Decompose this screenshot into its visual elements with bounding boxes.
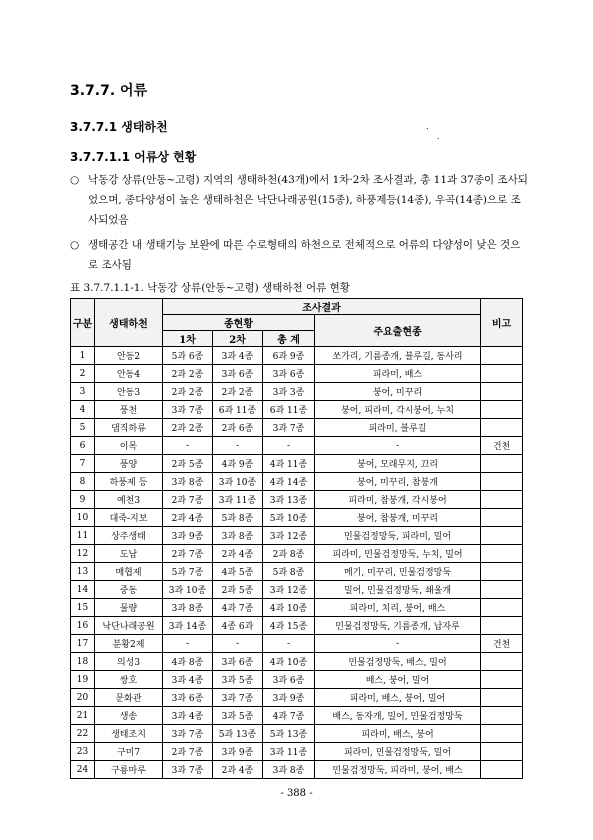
cell-dominant-species: 민물검정망둑, 기름종개, 납자루 <box>315 617 481 635</box>
cell-number: 7 <box>71 455 95 473</box>
bullet-text: 생태공간 내 생태기능 보완에 따른 수로형태의 하천으로 전체적으로 어류의 다양성이 낮은 것으로 조사됨 <box>88 239 521 271</box>
table-row <box>71 599 523 617</box>
cell-total: - <box>263 437 315 455</box>
cell-first-survey: 3과 10종 <box>163 581 213 599</box>
cell-number: 6 <box>71 437 95 455</box>
cell-first-survey: 3과 7종 <box>163 725 213 743</box>
cell-dominant-species: 피라미, 블루길 <box>315 419 481 437</box>
stray-dot-mark: . <box>426 122 429 131</box>
cell-first-survey: 3과 14종 <box>163 617 213 635</box>
header-survey-result: 조사결과 <box>163 299 481 315</box>
cell-second-survey: 3과 6종 <box>213 365 263 383</box>
cell-first-survey: 4과 8종 <box>163 653 213 671</box>
cell-first-survey: 3과 7종 <box>163 761 213 779</box>
header-gubun: 구분 <box>71 299 95 347</box>
cell-remarks <box>481 725 523 743</box>
cell-number: 4 <box>71 401 95 419</box>
cell-first-survey: - <box>163 437 213 455</box>
cell-second-survey: 5과 8종 <box>213 509 263 527</box>
cell-remarks <box>481 383 523 401</box>
cell-second-survey: 5과 13종 <box>213 725 263 743</box>
cell-dominant-species: 붕어, 피라미, 각시붕어, 누치 <box>315 401 481 419</box>
cell-dominant-species: 붕어, 미꾸리 <box>315 383 481 401</box>
table-row <box>71 725 523 743</box>
cell-second-survey: 2과 2종 <box>213 383 263 401</box>
cell-stream-name: 쌍호 <box>95 671 163 689</box>
cell-first-survey: 2과 4종 <box>163 509 213 527</box>
cell-dominant-species: - <box>315 437 481 455</box>
table-row <box>71 365 523 383</box>
cell-remarks <box>481 743 523 761</box>
cell-stream-name: 의성3 <box>95 653 163 671</box>
cell-first-survey: 2과 7종 <box>163 491 213 509</box>
table-row <box>71 635 523 653</box>
cell-remarks: 건천 <box>481 437 523 455</box>
cell-number: 12 <box>71 545 95 563</box>
cell-remarks <box>481 545 523 563</box>
stray-dot-mark: . <box>437 132 440 141</box>
cell-remarks <box>481 563 523 581</box>
table-row <box>71 653 523 671</box>
cell-first-survey: 2과 5종 <box>163 455 213 473</box>
table-row <box>71 491 523 509</box>
cell-total: 6과 11종 <box>263 401 315 419</box>
cell-stream-name: 낙단나래공원 <box>95 617 163 635</box>
cell-dominant-species: 민물검정망둑, 피라미, 밀어 <box>315 527 481 545</box>
cell-dominant-species: 피라미, 배스, 붕어, 밀어 <box>315 689 481 707</box>
cell-total: 4과 7종 <box>263 707 315 725</box>
cell-stream-name: 예천3 <box>95 491 163 509</box>
cell-second-survey: 3과 6종 <box>213 653 263 671</box>
cell-total: - <box>263 635 315 653</box>
cell-first-survey: 3과 4종 <box>163 671 213 689</box>
cell-number: 18 <box>71 653 95 671</box>
table-row <box>71 347 523 365</box>
cell-number: 8 <box>71 473 95 491</box>
cell-total: 4과 11종 <box>263 455 315 473</box>
cell-number: 11 <box>71 527 95 545</box>
cell-stream-name: 이목 <box>95 437 163 455</box>
cell-first-survey: 2과 2종 <box>163 419 213 437</box>
cell-dominant-species: 메기, 미꾸리, 민물검정망둑 <box>315 563 481 581</box>
cell-stream-name: 안동2 <box>95 347 163 365</box>
table-row <box>71 419 523 437</box>
cell-total: 3과 6종 <box>263 365 315 383</box>
cell-remarks <box>481 473 523 491</box>
cell-number: 10 <box>71 509 95 527</box>
cell-dominant-species: 배스, 동자개, 밀어, 민물검정망둑 <box>315 707 481 725</box>
cell-first-survey: 3과 8종 <box>163 473 213 491</box>
cell-second-survey: 3과 7종 <box>213 689 263 707</box>
cell-first-survey: 3과 7종 <box>163 401 213 419</box>
cell-stream-name: 풍천 <box>95 401 163 419</box>
table-row <box>71 509 523 527</box>
cell-total: 6과 9종 <box>263 347 315 365</box>
cell-second-survey: - <box>213 437 263 455</box>
cell-first-survey: 2과 7종 <box>163 743 213 761</box>
cell-dominant-species: 피라미, 치리, 붕어, 배스 <box>315 599 481 617</box>
cell-stream-name: 분황2제 <box>95 635 163 653</box>
cell-second-survey: 2과 6종 <box>213 419 263 437</box>
header-dominant-species: 주요출현종 <box>315 315 481 347</box>
cell-stream-name: 구미7 <box>95 743 163 761</box>
table-row <box>71 563 523 581</box>
cell-first-survey: 5과 6종 <box>163 347 213 365</box>
cell-remarks <box>481 653 523 671</box>
fish-status-table <box>70 298 523 779</box>
cell-total: 3과 12종 <box>263 527 315 545</box>
cell-remarks <box>481 581 523 599</box>
cell-remarks <box>481 365 523 383</box>
table-row <box>71 473 523 491</box>
cell-stream-name: 안동3 <box>95 383 163 401</box>
cell-stream-name: 댐직하류 <box>95 419 163 437</box>
table-row <box>71 743 523 761</box>
cell-first-survey: 5과 7종 <box>163 563 213 581</box>
cell-number: 19 <box>71 671 95 689</box>
cell-second-survey: 3과 5종 <box>213 707 263 725</box>
cell-remarks <box>481 707 523 725</box>
bullet-paragraph-diversity-note <box>70 235 530 275</box>
section-heading-3-7-7: 3.7.7. 어류 <box>70 83 148 99</box>
cell-number: 16 <box>71 617 95 635</box>
cell-stream-name: 풍양 <box>95 455 163 473</box>
page-number: - 388 - <box>280 788 313 799</box>
cell-dominant-species: 붕어, 참붕개, 미꾸리 <box>315 509 481 527</box>
cell-first-survey: 3과 8종 <box>163 599 213 617</box>
cell-number: 5 <box>71 419 95 437</box>
cell-remarks <box>481 491 523 509</box>
cell-remarks <box>481 419 523 437</box>
cell-stream-name: 생태조지 <box>95 725 163 743</box>
cell-total: 2과 8종 <box>263 545 315 563</box>
header-first-survey: 1차 <box>163 331 213 347</box>
cell-total: 3과 8종 <box>263 761 315 779</box>
cell-number: 2 <box>71 365 95 383</box>
cell-remarks <box>481 509 523 527</box>
cell-dominant-species: 붕어, 모래무지, 끄리 <box>315 455 481 473</box>
cell-remarks <box>481 671 523 689</box>
cell-first-survey: 3과 6종 <box>163 689 213 707</box>
cell-stream-name: 도남 <box>95 545 163 563</box>
cell-remarks <box>481 527 523 545</box>
cell-stream-name: 매협제 <box>95 563 163 581</box>
cell-remarks <box>481 401 523 419</box>
cell-total: 3과 11종 <box>263 743 315 761</box>
table-row <box>71 707 523 725</box>
bullet-paragraph-survey-result <box>70 170 530 230</box>
cell-second-survey: 3과 10종 <box>213 473 263 491</box>
cell-dominant-species: - <box>315 635 481 653</box>
cell-number: 14 <box>71 581 95 599</box>
cell-number: 9 <box>71 491 95 509</box>
cell-stream-name: 하풍제 등 <box>95 473 163 491</box>
table-row <box>71 437 523 455</box>
cell-remarks <box>481 689 523 707</box>
cell-total: 3과 12종 <box>263 581 315 599</box>
bullet-marker: ○ <box>70 239 80 251</box>
cell-second-survey: - <box>213 635 263 653</box>
cell-number: 24 <box>71 761 95 779</box>
cell-total: 3과 7종 <box>263 419 315 437</box>
cell-total: 4과 10종 <box>263 599 315 617</box>
cell-second-survey: 3과 5종 <box>213 671 263 689</box>
table-row <box>71 383 523 401</box>
cell-total: 3과 3종 <box>263 383 315 401</box>
cell-second-survey: 2과 4종 <box>213 761 263 779</box>
subsubsection-heading-fish-fauna: 3.7.7.1.1 어류상 현황 <box>70 150 197 164</box>
cell-second-survey: 3과 8종 <box>213 527 263 545</box>
cell-remarks <box>481 347 523 365</box>
cell-total: 4과 10종 <box>263 653 315 671</box>
cell-dominant-species: 붕어, 미꾸리, 참붕개 <box>315 473 481 491</box>
cell-number: 1 <box>71 347 95 365</box>
cell-total: 4과 14종 <box>263 473 315 491</box>
cell-remarks <box>481 617 523 635</box>
cell-first-survey: - <box>163 635 213 653</box>
cell-stream-name: 안동4 <box>95 365 163 383</box>
cell-dominant-species: 배스, 붕어, 밀어 <box>315 671 481 689</box>
cell-dominant-species: 민물검정망둑, 배스, 밀어 <box>315 653 481 671</box>
cell-first-survey: 3과 9종 <box>163 527 213 545</box>
bullet-marker: ○ <box>70 174 80 186</box>
cell-remarks: 건천 <box>481 635 523 653</box>
table-row <box>71 761 523 779</box>
cell-number: 23 <box>71 743 95 761</box>
cell-remarks <box>481 599 523 617</box>
header-species-status: 종현황 <box>163 315 315 331</box>
cell-number: 21 <box>71 707 95 725</box>
table-row <box>71 545 523 563</box>
cell-dominant-species: 피라미, 민물검정망둑, 누치, 밀어 <box>315 545 481 563</box>
cell-dominant-species: 쏘가리, 기름종개, 블루길, 동사리 <box>315 347 481 365</box>
cell-first-survey: 2과 7종 <box>163 545 213 563</box>
cell-first-survey: 2과 2종 <box>163 383 213 401</box>
cell-second-survey: 2과 5종 <box>213 581 263 599</box>
cell-total: 5과 13종 <box>263 725 315 743</box>
cell-number: 22 <box>71 725 95 743</box>
cell-total: 3과 9종 <box>263 689 315 707</box>
cell-dominant-species: 피라미, 배스, 붕어 <box>315 725 481 743</box>
cell-stream-name: 구룡마루 <box>95 761 163 779</box>
table-row <box>71 527 523 545</box>
cell-number: 13 <box>71 563 95 581</box>
cell-remarks <box>481 455 523 473</box>
table-row <box>71 671 523 689</box>
cell-second-survey: 6과 11종 <box>213 401 263 419</box>
cell-number: 20 <box>71 689 95 707</box>
cell-number: 17 <box>71 635 95 653</box>
cell-total: 4과 15종 <box>263 617 315 635</box>
cell-remarks <box>481 761 523 779</box>
header-remarks: 비고 <box>481 299 523 347</box>
cell-first-survey: 3과 4종 <box>163 707 213 725</box>
cell-second-survey: 4과 5종 <box>213 563 263 581</box>
bullet-text: 낙동강 상류(안동~고령) 지역의 생태하천(43개)에서 1차·2차 조사결과, 총 11과 37종이 조사되었으며, 종다양성이 높은 생태하천은 낙단나래공원(15종), 하풍제등(14종), 우곡(14종)으로 조사되었음 <box>88 174 528 226</box>
cell-total: 3과 6종 <box>263 671 315 689</box>
cell-second-survey: 3과 4종 <box>213 347 263 365</box>
cell-total: 5과 8종 <box>263 563 315 581</box>
table-row <box>71 617 523 635</box>
cell-dominant-species: 피라미, 참붕개, 각시붕어 <box>315 491 481 509</box>
header-stream: 생태하천 <box>95 299 163 347</box>
header-second-survey: 2차 <box>213 331 263 347</box>
cell-second-survey: 3과 9종 <box>213 743 263 761</box>
cell-number: 15 <box>71 599 95 617</box>
cell-total: 5과 10종 <box>263 509 315 527</box>
cell-stream-name: 상주생태 <box>95 527 163 545</box>
cell-dominant-species: 민물검정망둑, 피라미, 붕어, 배스 <box>315 761 481 779</box>
table-caption: 표 3.7.7.1.1-1. 낙동강 상류(안동~고령) 생태하천 어류 현황 <box>70 282 350 294</box>
header-total: 총 계 <box>263 331 315 347</box>
cell-stream-name: 대죽-지보 <box>95 509 163 527</box>
subsection-heading-ecological-stream: 3.7.7.1 생태하천 <box>70 120 168 134</box>
cell-dominant-species: 밀어, 민물검정망둑, 쇄울개 <box>315 581 481 599</box>
table-row <box>71 689 523 707</box>
cell-second-survey: 4과 7종 <box>213 599 263 617</box>
table-row <box>71 401 523 419</box>
cell-stream-name: 중동 <box>95 581 163 599</box>
cell-total: 3과 13종 <box>263 491 315 509</box>
cell-second-survey: 4종 6과 <box>213 617 263 635</box>
cell-second-survey: 2과 4종 <box>213 545 263 563</box>
cell-second-survey: 3과 11종 <box>213 491 263 509</box>
cell-stream-name: 문화관 <box>95 689 163 707</box>
table-row <box>71 455 523 473</box>
cell-second-survey: 4과 9종 <box>213 455 263 473</box>
cell-dominant-species: 피라미, 배스 <box>315 365 481 383</box>
cell-dominant-species: 피라미, 민물검정망둑, 밀어 <box>315 743 481 761</box>
cell-first-survey: 2과 2종 <box>163 365 213 383</box>
cell-stream-name: 생송 <box>95 707 163 725</box>
cell-stream-name: 물량 <box>95 599 163 617</box>
table-row <box>71 581 523 599</box>
cell-number: 3 <box>71 383 95 401</box>
